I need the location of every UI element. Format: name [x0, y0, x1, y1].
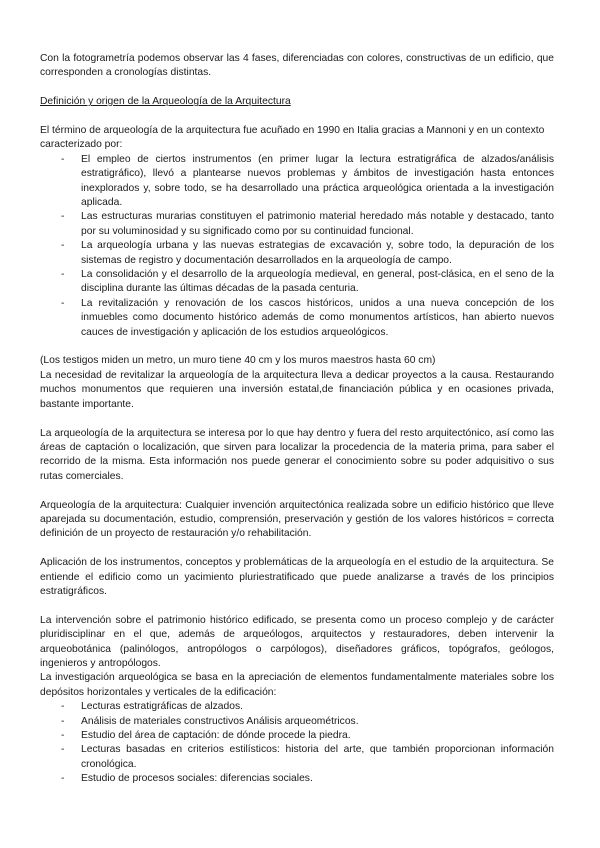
intervencion-paragraph: La intervención sobre el patrimonio histórico edificado, se presenta como un proceso complejo y de carácter pluridisciplinar en el que, además de arqueólogos, arquitectos y restauradores, deben intervenir la arqueobotánica (palinólogos, antropólogos o carpólogos), diseñadores gráficos, topógrafos, geólogos, ingenieros y antropólogos. — [40, 614, 554, 669]
testigos-note: (Los testigos miden un metro, un muro tiene 40 cm y los muros maestros hasta 60 cm) — [40, 355, 436, 367]
section-heading: Definición y origen de la Arqueología de la Arquitectura — [40, 96, 291, 108]
list-item: - Estudio de procesos sociales: diferencias sociales. — [40, 772, 554, 786]
aplicacion-paragraph: Aplicación de los instrumentos, conceptos y problemáticas de la arqueología en el estudio de la arquitectura. Se entiende el edificio como un yacimiento pluriestratificado que puede analizarse a través de los principios estratigráficos. — [40, 557, 554, 597]
origin-paragraph: El término de arqueología de la arquitectura fue acuñado en 1990 en Italia gracias a Mannoni y en un contexto caracterizado por: — [40, 125, 545, 151]
definicion-paragraph: Arqueología de la arquitectura: Cualquier invención arquitectónica realizada sobre un edificio histórico que lleve aparejada su documentación, estudio, comprensión, preservación y gestión de los valores históricos = correcta definición de un proyecto de restauración y/o rehabilitación. — [40, 499, 554, 540]
document-page — [40, 52, 554, 787]
list-item: - La revitalización y renovación de los cascos históricos, unidos a una nueva concepción de los inmuebles como documento histórico además de como monumentos artísticos, han abierto nuevos cauces de investigación y aplicación de los estudios arqueológicos. — [40, 297, 554, 340]
list-item: - El empleo de ciertos instrumentos (en primer lugar la lectura estratigráfica de alzados/análisis estratigráfico), llevó a plantearse nuevos problemas y ámbitos de investigación hasta entonces inexplorados y, sobre todo, se ha desarrollado una práctica arqueológica orientada a la investigación aplicada. — [40, 153, 554, 211]
origin-list — [40, 153, 554, 340]
list-item: - La consolidación y el desarrollo de la arqueología medieval, en general, post-clásica, en el seno de la disciplina durante las últimas décadas de la pasada centuria. — [40, 268, 554, 297]
list-item: - La arqueología urbana y las nuevas estrategias de excavación y, sobre todo, la depuración de los sistemas de registro y documentación desarrollados en la arqueología de campo. — [40, 239, 554, 268]
list-item: - Estudio del área de captación: de dónde procede la piedra. — [40, 729, 554, 743]
list-item: - Las estructuras murarias constituyen el patrimonio material heredado más notable y destacado, tanto por su voluminosidad y su significado como por su continuidad funcional. — [40, 210, 554, 239]
list-item: - Lecturas basadas en criterios estilísticos: historia del arte, que también proporcionan información cronológica. — [40, 743, 554, 772]
revitalizar-paragraph: La necesidad de revitalizar la arqueología de la arquitectura lleva a dedicar proyectos a la causa. Restaurando muchos monumentos que requieren una inversión estatal,de financiación pública y en ocasiones privada, bastante importante. — [40, 369, 554, 410]
list-item: - Análisis de materiales constructivos Análisis arqueométricos. — [40, 715, 554, 729]
investigacion-list — [40, 700, 554, 786]
investigacion-paragraph: La investigación arqueológica se basa en la apreciación de elementos fundamentalmente materiales sobre los depósitos horizontales y verticales de la edificación: — [40, 672, 554, 698]
interes-paragraph: La arqueología de la arquitectura se interesa por lo que hay dentro y fuera del resto arquitectónico, así como las áreas de captación o localización, que sirven para localizar la procedencia de la materia prima, para saber el recorrido de la misma. Esta información nos puede generar el conocimiento sobre su poder adquisitivo o sus rutas comerciales. — [40, 427, 554, 482]
list-item: - Lecturas estratigráficas de alzados. — [40, 700, 554, 714]
intro-paragraph: Con la fotogrametría podemos observar las 4 fases, diferenciadas con colores, constructivas de un edificio, que corresponden a cronologías distintas. — [40, 53, 554, 79]
